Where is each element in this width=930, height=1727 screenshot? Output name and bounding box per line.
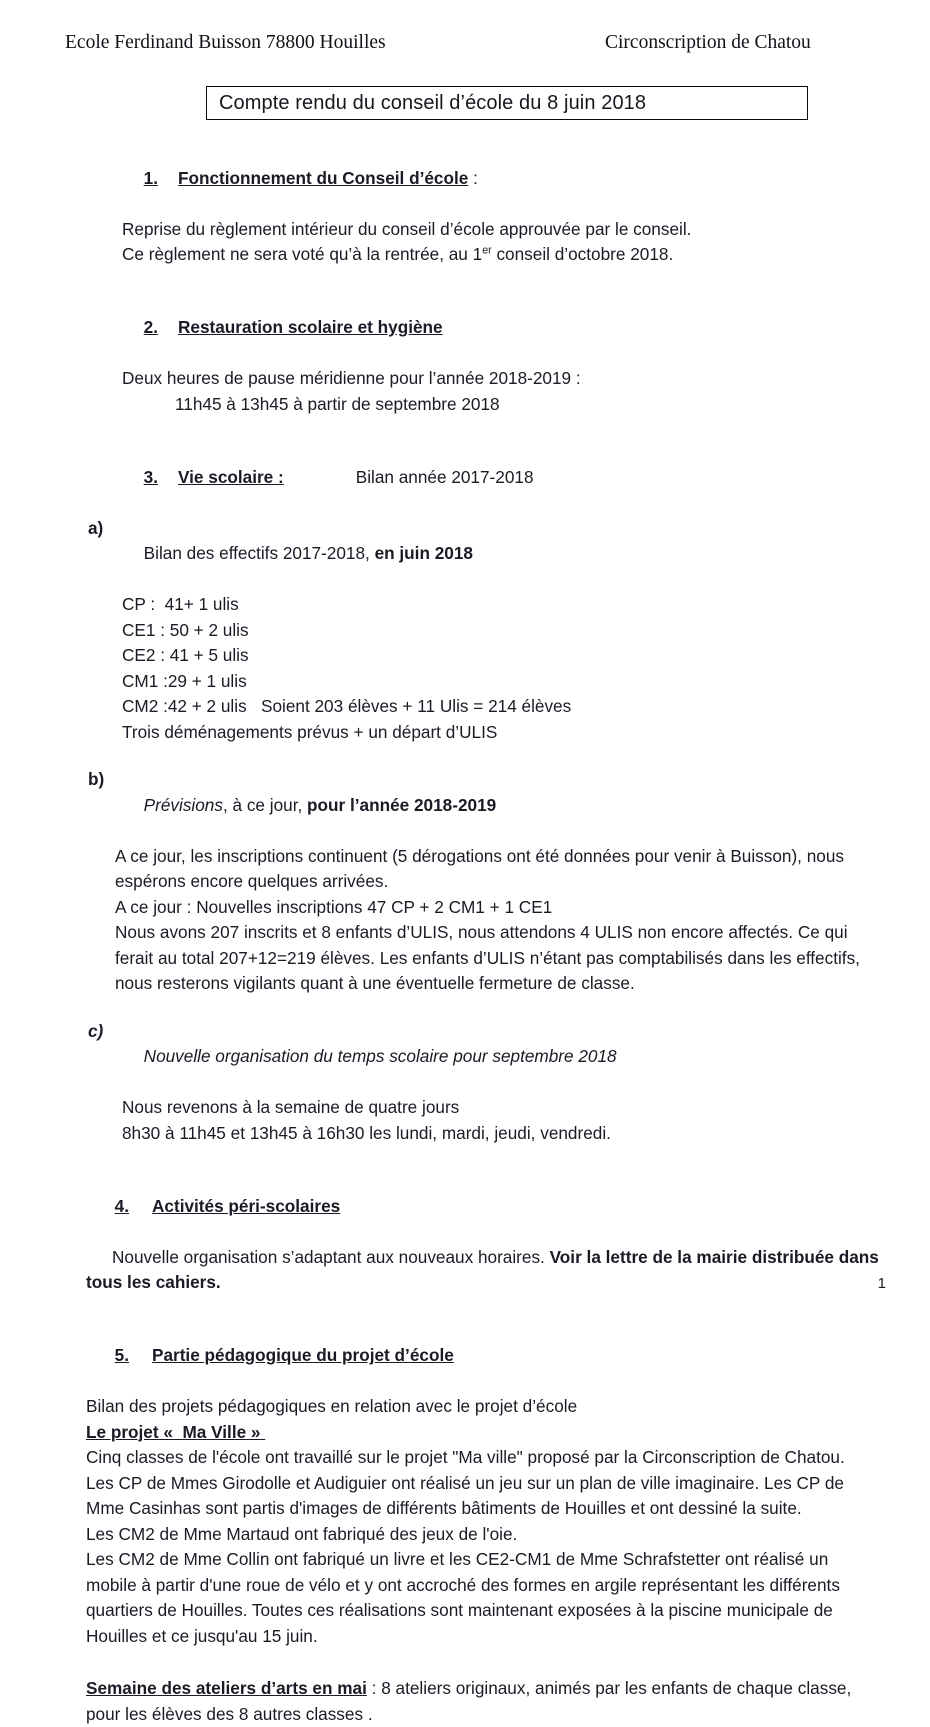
document-header — [65, 30, 870, 56]
section-5-paragraph-3: Les CM2 de Mme Martaud ont fabriqué des jeux de l'oie. — [86, 1523, 518, 1544]
section-3-item-c — [88, 1019, 930, 1096]
section-2-number: 2. — [143, 317, 158, 337]
section-1-number: 1. — [143, 167, 158, 188]
section-3-b-paragraph-1: A ce jour, les inscriptions continuent (5 dérogations ont été données pour venir à Buisson), nous espérons encore quelques arrivées. — [115, 845, 845, 891]
effectif-line: CE2 : 41 + 5 ulis — [122, 645, 249, 665]
effectif-line: CM1 :29 + 1 ulis — [122, 670, 247, 691]
page-title: Compte rendu du conseil d’école du 8 juin 2018 — [219, 92, 647, 114]
ateliers-block — [86, 1676, 881, 1727]
district-name: Circonscription de Chatou — [605, 32, 811, 53]
section-3-item-a — [88, 516, 930, 593]
effectif-line: CM2 :42 + 2 ulis Soient 203 élèves + 11 Ulis = 214 élèves — [122, 696, 572, 716]
section-4-body-plain: Nouvelle organisation s’adaptant aux nouveaux horaires. — [112, 1246, 550, 1267]
section-1-line-2-part-a: Ce règlement ne sera voté qu’à la rentrée, au 1 — [122, 244, 483, 264]
ateliers-heading: Semaine des ateliers d’arts en mai — [86, 1678, 367, 1698]
document-title-box — [206, 86, 808, 120]
section-1-title: Fonctionnement du Conseil d’école — [178, 167, 469, 188]
section-5-subheading: Le projet « Ma Ville » — [86, 1421, 266, 1442]
section-1-line-2-part-b: conseil d’octobre 2018. — [491, 244, 674, 264]
section-5-heading — [86, 1318, 930, 1395]
list-marker-c: c) — [88, 1020, 104, 1041]
ateliers-body: : 8 ateliers originaux, animés par les enfants de chaque classe, pour les élèves des 8 autres classes . — [86, 1678, 852, 1724]
section-3-b-paragraph-3: Nous avons 207 inscrits et 8 enfants d’ULIS, nous attendons 4 ULIS non encore affectés. Ce qui ferait au total 207+12=219 élèves. Les enfants d’ULIS n’étant pas comptabilisés dans les effectifs, nous resterons vigilants quant à une éventuelle fermeture de classe. — [115, 922, 860, 993]
section-2-heading — [115, 290, 930, 367]
section-3-c-line-2: 8h30 à 11h45 et 13h45 à 16h30 les lundi, mardi, jeudi, vendredi. — [122, 1122, 611, 1143]
section-4-title: Activités péri-scolaires — [152, 1195, 341, 1216]
section-1-title-suffix: : — [468, 167, 478, 188]
section-3-item-b — [88, 767, 930, 844]
section-2-line-1: Deux heures de pause méridienne pour l’année 2018-2019 : — [122, 368, 581, 388]
section-1-heading — [115, 140, 930, 217]
section-3-heading — [115, 439, 930, 516]
section-4-number: 4. — [114, 1195, 129, 1216]
school-name: Ecole Ferdinand Buisson 78800 Houilles — [65, 32, 386, 53]
section-1-line-1: Reprise du règlement intérieur du conseil d’école approuvée par le conseil. — [122, 218, 692, 239]
section-4-body — [86, 1245, 881, 1296]
section-5-paragraph-4: Les CM2 de Mme Collin ont fabriqué un livre et les CE2-CM1 de Mme Schrafstetter ont réalisé un mobile à partir d'une roue de vélo et y ont accroché des formes en argile représentant les différents quartiers de Houilles. Toutes ces réalisations sont maintenant exposées à la piscine municipale de Houilles et ce jusqu'au 15 juin. — [86, 1549, 840, 1646]
section-3-note: Bilan année 2017-2018 — [355, 466, 534, 487]
section-3-b-lead-bold: pour l’année 2018-2019 — [307, 794, 497, 815]
section-2-line-2: 11h45 à 13h45 à partir de septembre 2018 — [175, 393, 500, 414]
section-1-line-2 — [122, 242, 930, 268]
section-5-paragraph-2: Les CP de Mmes Girodolle et Audiguier ont réalisé un jeu sur un plan de ville imaginaire. Les CP de Mme Casinhas sont partis d'images de différents bâtiments de Houilles et ont dessiné la suite. — [86, 1472, 844, 1518]
section-3-b-lead-plain: , à ce jour, — [222, 794, 308, 815]
list-marker-b: b) — [88, 769, 105, 789]
effectif-line: CE1 : 50 + 2 ulis — [122, 619, 249, 640]
document-body — [0, 140, 930, 1727]
section-3-c-line-1: Nous revenons à la semaine de quatre jours — [122, 1097, 460, 1117]
section-3-c-lead-italic: Nouvelle organisation du temps scolaire pour septembre 2018 — [143, 1046, 617, 1066]
section-3-a-lead-bold: en juin 2018 — [374, 543, 473, 563]
section-3-b-paragraph-2: A ce jour : Nouvelles inscriptions 47 CP + 2 CM1 + 1 CE1 — [115, 896, 553, 917]
effectif-line: CP : 41+ 1 ulis — [122, 594, 239, 614]
section-5-intro: Bilan des projets pédagogiques en relation avec le projet d’école — [86, 1396, 578, 1416]
section-5-paragraph-1: Cinq classes de l'école ont travaillé sur le projet "Ma ville" proposé par la Circonscription de Chatou. — [86, 1447, 845, 1467]
section-3-b-lead-italic: Prévisions — [143, 794, 223, 815]
section-2-title: Restauration scolaire et hygiène — [178, 317, 443, 337]
section-5-number: 5. — [114, 1345, 129, 1365]
section-4-body-bold: Voir la lettre de la mairie distribuée dans tous les cahiers. — [86, 1246, 879, 1292]
section-3-a-lead-plain: Bilan des effectifs 2017-2018, — [143, 543, 375, 563]
effectif-line: Trois déménagements prévus + un départ d’ULIS — [122, 721, 498, 742]
section-4-heading — [86, 1168, 930, 1245]
section-3-number: 3. — [143, 466, 158, 487]
page-number: 1 — [877, 1275, 886, 1292]
section-5-title: Partie pédagogique du projet d’école — [152, 1345, 454, 1365]
list-marker-a: a) — [88, 517, 104, 538]
section-3-title: Vie scolaire : — [178, 466, 284, 487]
ordinal-suffix: er — [482, 244, 492, 257]
